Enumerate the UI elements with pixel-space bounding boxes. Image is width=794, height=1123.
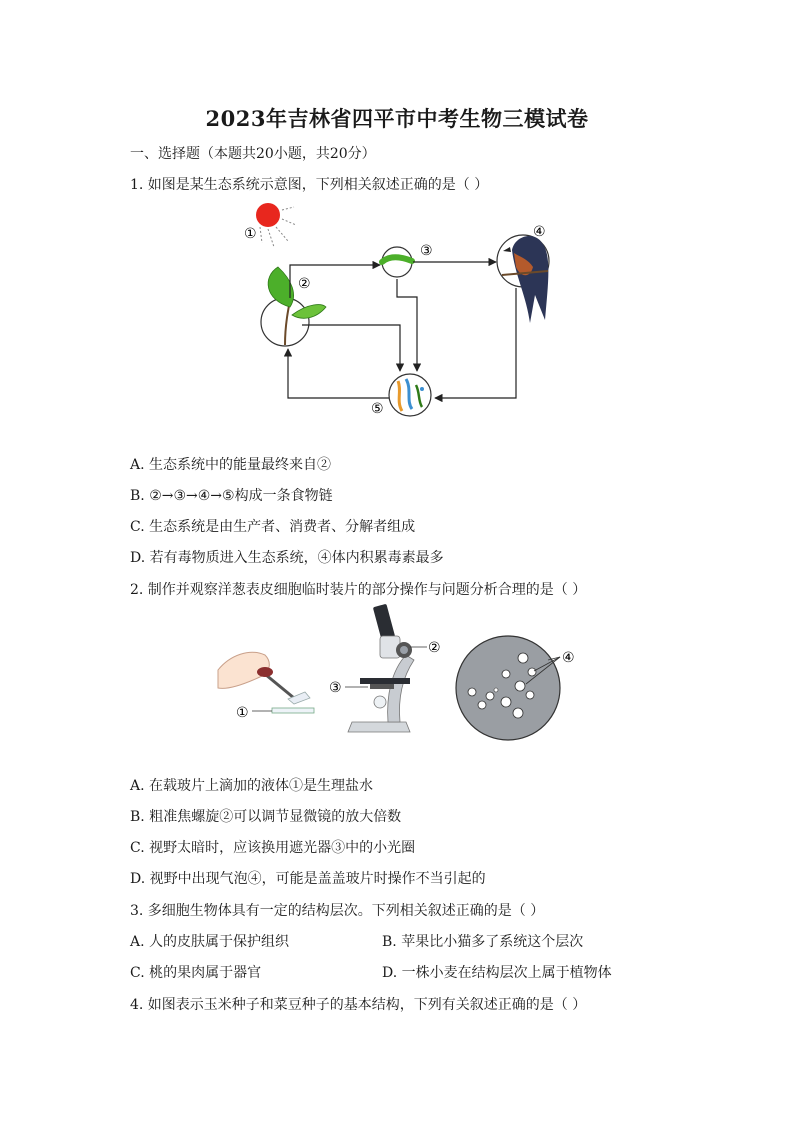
question-1-stem: 1. 如图是某生态系统示意图，下列相关叙述正确的是（ ）: [130, 177, 489, 193]
label-1: ①: [244, 226, 257, 242]
label-4: ④: [533, 224, 546, 240]
label-coarse-knob-2: ②: [428, 640, 441, 656]
microscope-icon: [348, 604, 414, 732]
q1-option-c: C. 生态系统是由生产者、消费者、分解者组成: [130, 519, 416, 535]
caterpillar-icon: [382, 247, 412, 277]
swallow-icon: [497, 235, 549, 323]
question-2-stem: 2. 制作并观察洋葱表皮细胞临时装片的部分操作与问题分析合理的是（ ）: [130, 582, 587, 598]
decomposer-icon: [389, 374, 431, 416]
label-2: ②: [298, 276, 311, 292]
q3-option-d: D. 一株小麦在结构层次上属于植物体: [382, 965, 612, 981]
microscope-figure: [210, 600, 590, 760]
ecosystem-diagram: [230, 195, 570, 425]
label-diaphragm-3: ③: [329, 680, 342, 696]
section-heading: 一、选择题（本题共20小题，共20分）: [130, 146, 376, 162]
q2-option-c: C. 视野太暗时，应该换用遮光器③中的小光圈: [130, 840, 416, 856]
question-4-stem: 4. 如图表示玉米种子和菜豆种子的基本结构，下列有关叙述正确的是（ ）: [130, 997, 587, 1013]
q3-option-a: A. 人的皮肤属于保护组织: [130, 934, 290, 950]
label-5: ⑤: [371, 401, 384, 417]
q2-option-d: D. 视野中出现气泡④，可能是盖盖玻片时操作不当引起的: [130, 871, 486, 887]
q2-option-b: B. 粗准焦螺旋②可以调节显微镜的放大倍数: [130, 809, 402, 825]
label-3: ③: [420, 243, 433, 259]
label-dropper-1: ①: [236, 705, 249, 721]
plant-icon: [261, 267, 326, 346]
label-bubble-4: ④: [562, 650, 575, 666]
page-title: 2023年吉林省四平市中考生物三模试卷: [205, 106, 589, 131]
question-3-stem: 3. 多细胞生物体具有一定的结构层次。下列相关叙述正确的是（ ）: [130, 903, 545, 919]
field-of-view-icon: [456, 636, 560, 740]
dropper-hand-icon: [218, 652, 314, 713]
q3-option-b: B. 苹果比小猫多了系统这个层次: [382, 934, 584, 950]
q3-option-c: C. 桃的果肉属于器官: [130, 965, 262, 981]
q1-option-d: D. 若有毒物质进入生态系统，④体内积累毒素最多: [130, 550, 444, 566]
sun-icon: [256, 203, 296, 247]
q1-option-a: A. 生态系统中的能量最终来自②: [130, 457, 332, 473]
q1-option-b: B. ②→③→④→⑤构成一条食物链: [130, 488, 333, 504]
q2-option-a: A. 在载玻片上滴加的液体①是生理盐水: [130, 778, 374, 794]
